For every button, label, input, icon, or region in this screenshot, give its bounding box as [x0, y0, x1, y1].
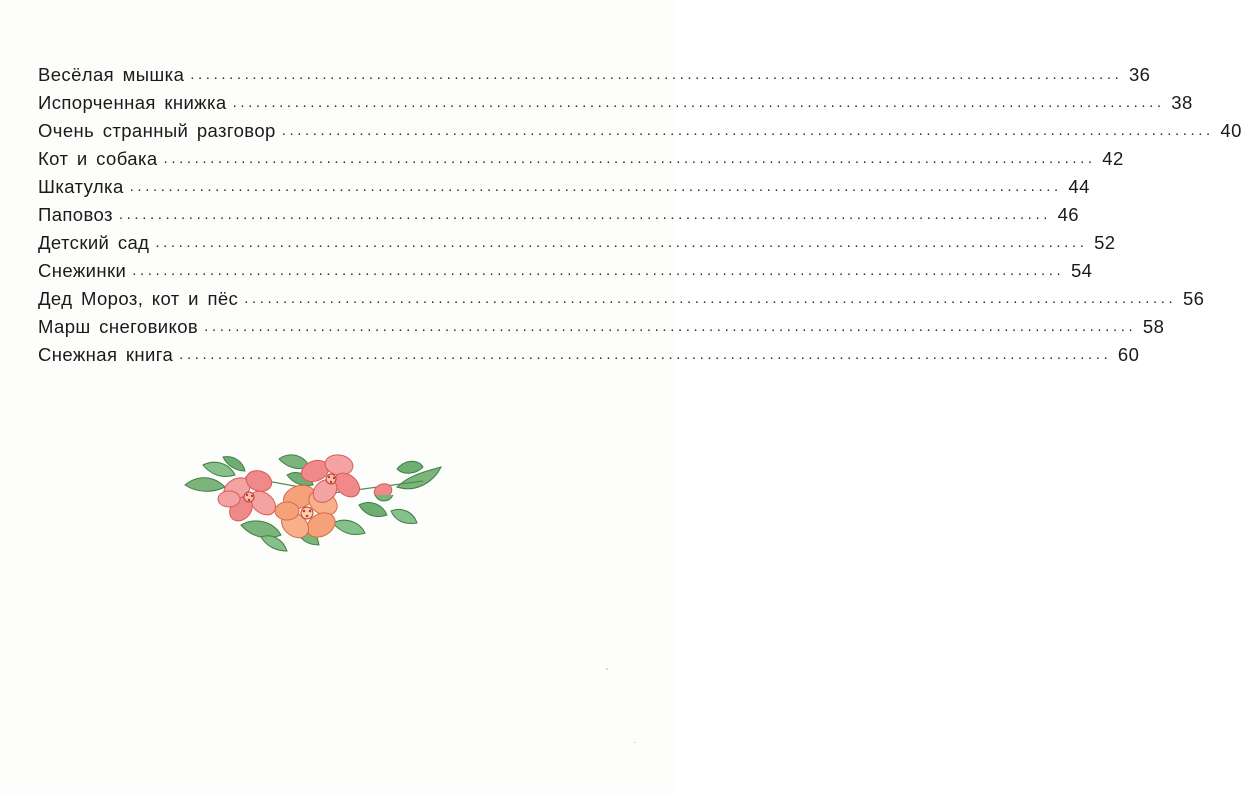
toc-entry[interactable]	[38, 198, 1079, 226]
toc-leader-dots: ........................................................................................................................	[132, 262, 1065, 279]
toc-leader-dots: ........................................................................................................................	[179, 346, 1112, 363]
toc-entry-page: 56	[1182, 288, 1205, 309]
toc-entry-title: Кот и собака	[38, 148, 164, 170]
toc-entry[interactable]	[38, 254, 1093, 282]
toc-entry-page: 44	[1068, 176, 1090, 197]
toc-leader-dots: ........................................................................................................................	[129, 178, 1062, 195]
toc-leader-dots: ........................................................................................................................	[155, 234, 1088, 251]
toc-entry-page: 60	[1117, 344, 1140, 365]
toc-entry-page: 38	[1171, 92, 1193, 113]
toc-leader-dots: ........................................................................................................................	[281, 122, 1214, 139]
toc-entry-page: 40	[1220, 120, 1242, 141]
toc-entry[interactable]	[38, 86, 1193, 114]
toc-entry[interactable]	[38, 310, 1165, 338]
toc-leader-dots: ........................................................................................................................	[118, 206, 1051, 223]
toc-leader-dots: ........................................................................................................................	[163, 150, 1096, 167]
toc-entry-title: Весёлая мышка	[38, 64, 190, 86]
toc-entry[interactable]	[38, 142, 1124, 170]
toc-entry[interactable]	[38, 226, 1116, 254]
paper-speck	[606, 668, 608, 670]
toc-entry[interactable]	[38, 282, 1205, 310]
toc-entry[interactable]	[38, 338, 1140, 366]
toc-leader-dots: ........................................................................................................................	[232, 94, 1165, 111]
toc-entry-page: 58	[1142, 316, 1165, 337]
toc-entry-title: Снежинки	[38, 260, 132, 282]
toc-entry-title: Марш снеговиков	[38, 316, 204, 338]
toc-entry-title: Испорченная книжка	[38, 92, 233, 114]
table-of-contents	[38, 58, 1242, 366]
toc-entry-title: Шкатулка	[38, 176, 130, 198]
flower-bouquet-icon	[183, 453, 445, 563]
toc-leader-dots: ........................................................................................................................	[190, 66, 1123, 83]
toc-entry-title: Дед Мороз, кот и пёс	[38, 288, 244, 310]
toc-entry-title: Детский сад	[38, 232, 155, 254]
toc-leader-dots: ........................................................................................................................	[204, 318, 1137, 335]
toc-leader-dots: ........................................................................................................................	[244, 290, 1177, 307]
paper-speck	[634, 742, 636, 743]
toc-entry-page: 46	[1057, 204, 1079, 225]
toc-entry-title: Очень странный разговор	[38, 120, 282, 142]
toc-entry[interactable]	[38, 114, 1242, 142]
toc-entry-page: 42	[1102, 148, 1124, 169]
flower-bud	[372, 481, 394, 501]
toc-entry-page: 36	[1128, 64, 1151, 85]
toc-entry-page: 54	[1070, 260, 1093, 281]
toc-entry-title: Снежная книга	[38, 344, 179, 366]
toc-entry-title: Паповоз	[38, 204, 119, 226]
toc-entry[interactable]	[38, 170, 1090, 198]
toc-entry[interactable]	[38, 58, 1151, 86]
toc-entry-page: 52	[1094, 232, 1116, 253]
